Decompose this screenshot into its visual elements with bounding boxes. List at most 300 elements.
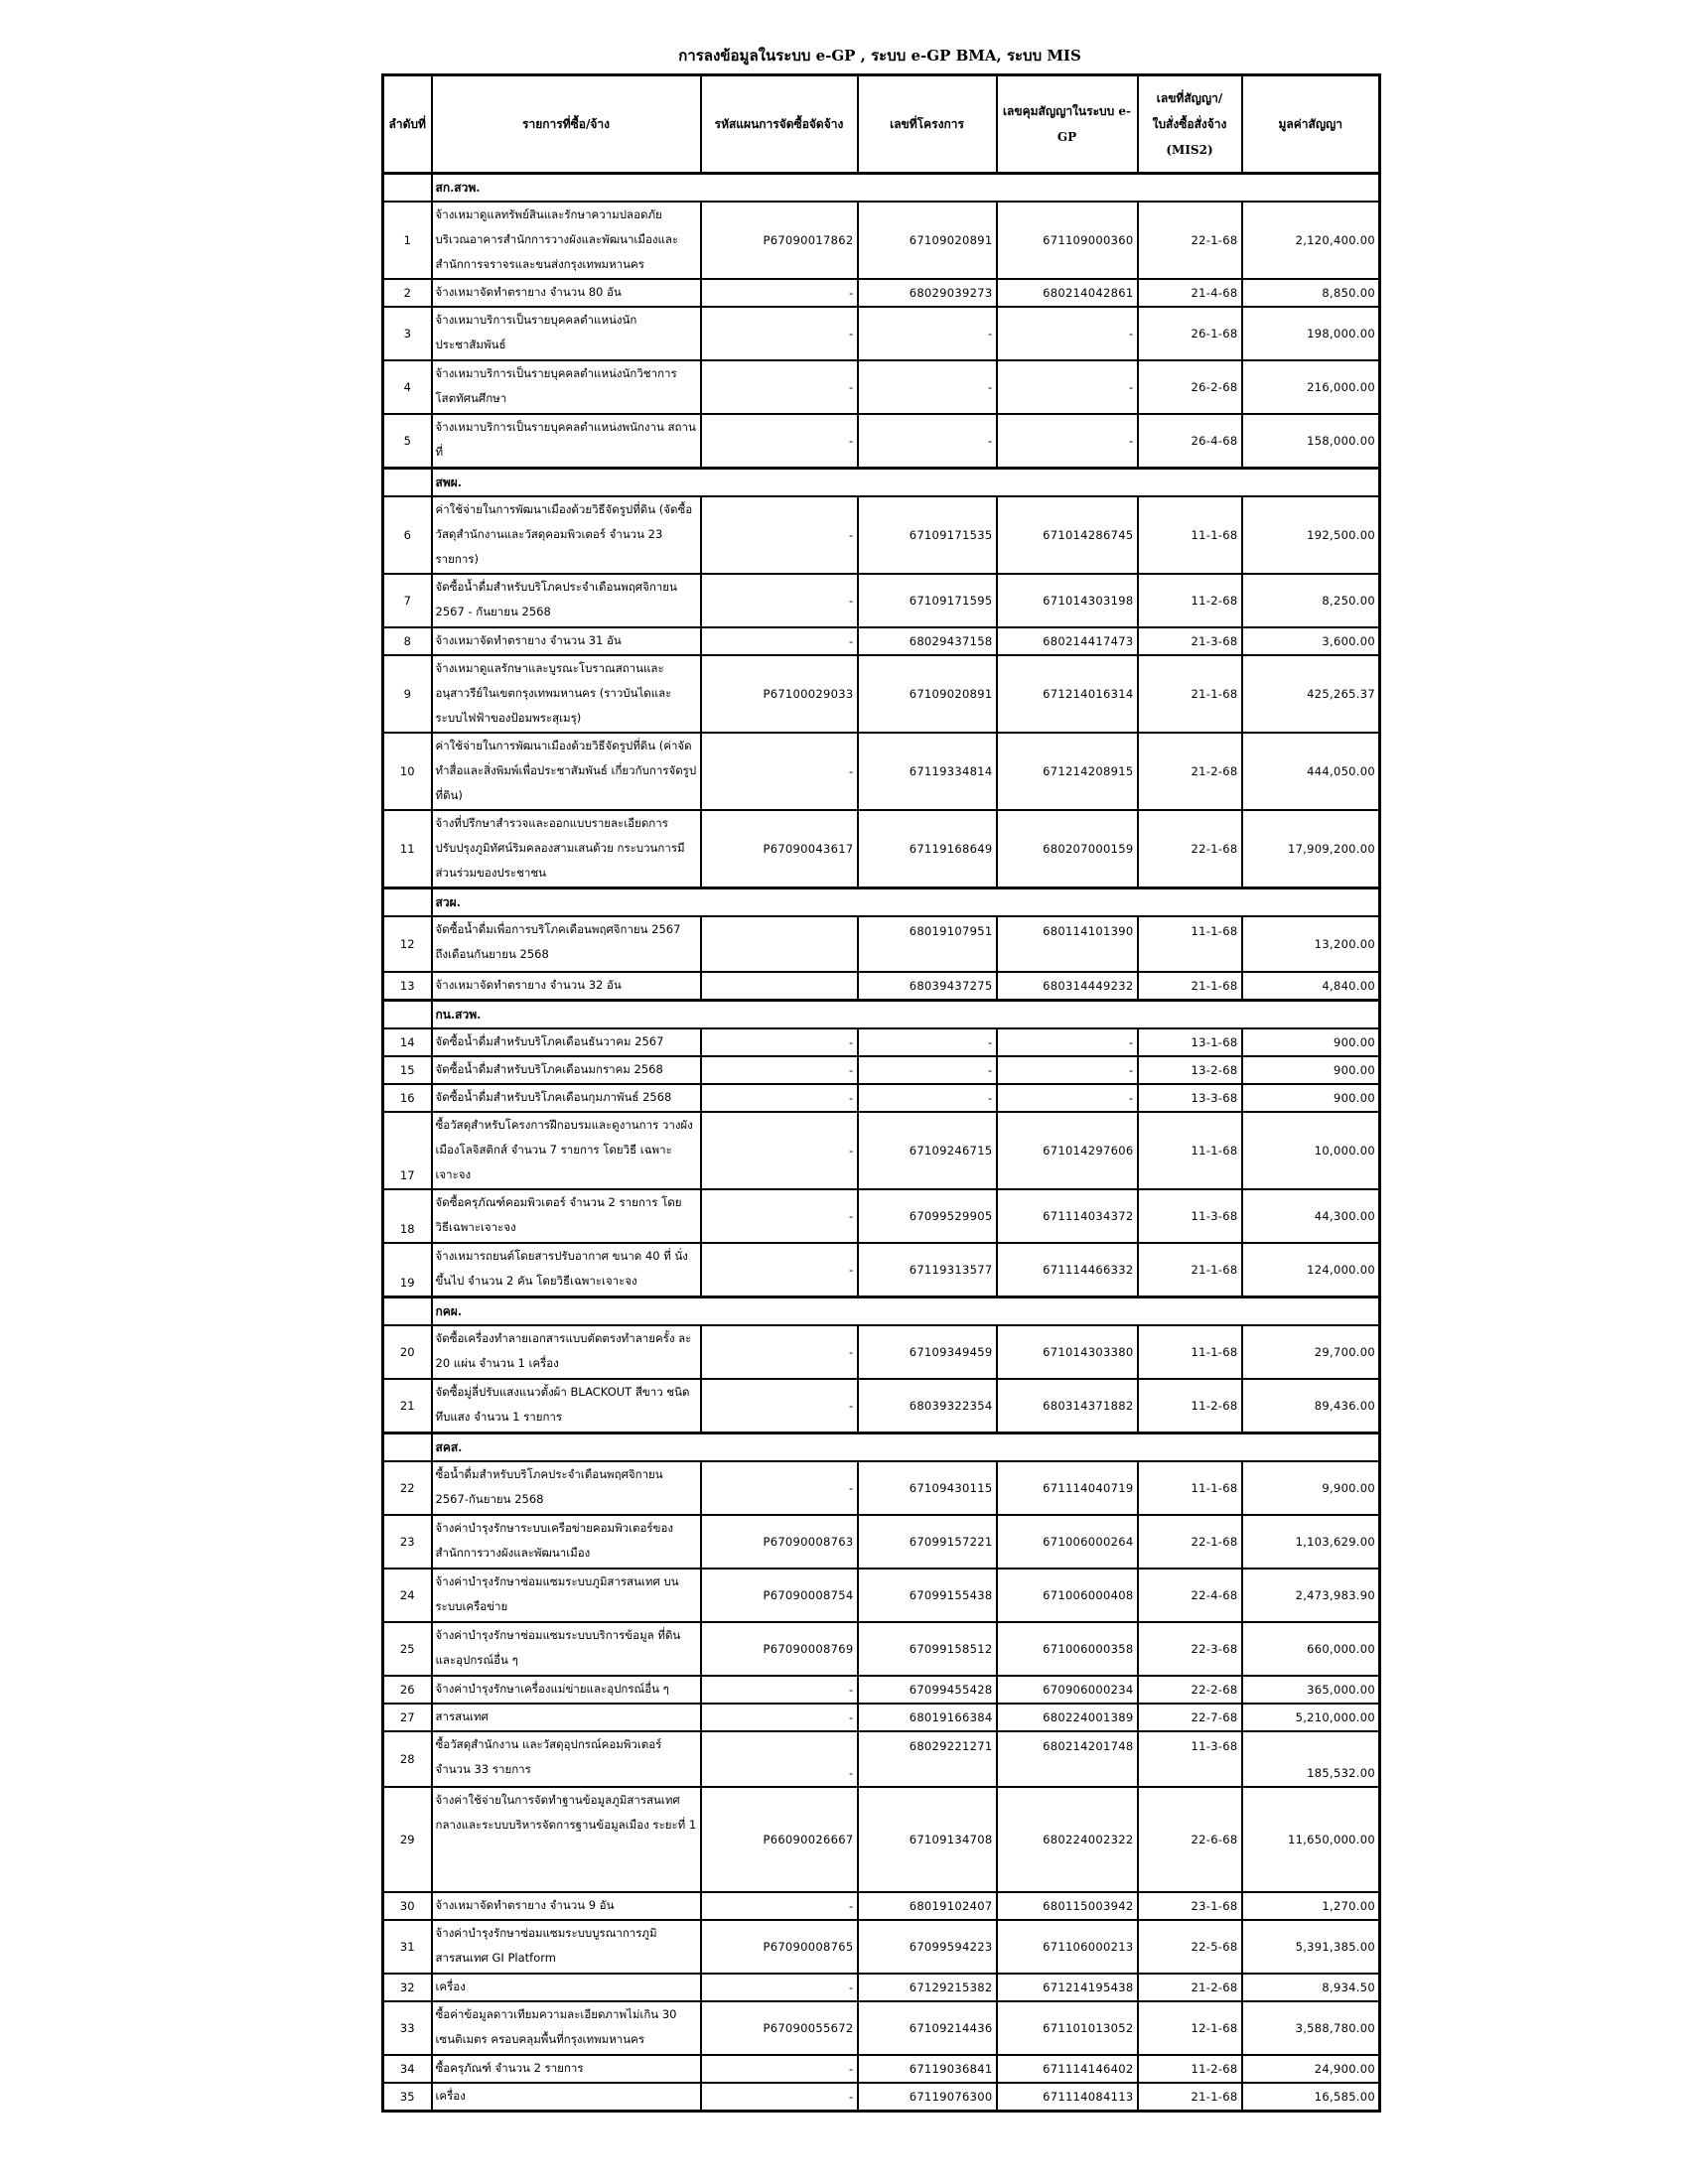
egp-control-no-cell: 680224001389 [997, 1704, 1138, 1731]
table-row [383, 307, 1380, 360]
egp-control-no-cell: - [997, 1084, 1138, 1112]
item-description-cell: ซื้อครุภัณฑ์ จำนวน 2 รายการ [432, 2055, 701, 2083]
project-no-cell: 68039437275 [858, 972, 997, 1001]
contract-value-cell: 425,265.37 [1242, 655, 1380, 733]
egp-control-no-cell: 671106000213 [997, 1920, 1138, 1974]
plan-code-cell: - [701, 414, 858, 469]
plan-code-cell: - [701, 1056, 858, 1084]
egp-control-no-cell: 671214208915 [997, 733, 1138, 810]
col-header-contract-no: เลขที่สัญญา/ ใบสั่งซื้อสั่งจ้าง (MIS2) [1138, 75, 1242, 174]
row-number-cell: 28 [383, 1731, 432, 1787]
plan-code-cell: P67100029033 [701, 655, 858, 733]
egp-control-no-cell: 671014303198 [997, 574, 1138, 627]
project-no-cell: 67129215382 [858, 1974, 997, 2001]
row-number-cell: 8 [383, 627, 432, 655]
row-number-cell: 7 [383, 574, 432, 627]
project-no-cell: 67119313577 [858, 1243, 997, 1297]
table-row [383, 1515, 1380, 1569]
table-row [383, 574, 1380, 627]
egp-control-no-cell: 671014286745 [997, 496, 1138, 574]
plan-code-cell: - [701, 496, 858, 574]
col-header-project-no: เลขที่โครงการ [858, 75, 997, 174]
contract-value-cell: 13,200.00 [1242, 916, 1380, 972]
contract-value-cell: 11,650,000.00 [1242, 1787, 1380, 1892]
table-row [383, 496, 1380, 574]
row-number-cell: 19 [383, 1243, 432, 1297]
contract-no-cell: 11-3-68 [1138, 1189, 1242, 1243]
contract-no-cell: 11-2-68 [1138, 574, 1242, 627]
section-label: สคส. [432, 1433, 1380, 1462]
egp-control-no-cell: 671114466332 [997, 1243, 1138, 1297]
item-description-cell: จ้างค่าบำรุงรักษาเครื่องแม่ข่ายและอุปกรณ์อื่น ๆ [432, 1676, 701, 1704]
table-row [383, 810, 1380, 888]
contract-no-cell: 11-1-68 [1138, 1461, 1242, 1515]
table-row [383, 360, 1380, 414]
table-row [383, 1569, 1380, 1622]
plan-code-cell: P67090008754 [701, 1569, 858, 1622]
contract-value-cell: 24,900.00 [1242, 2055, 1380, 2083]
contract-no-cell: 11-2-68 [1138, 2055, 1242, 2083]
project-no-cell: 68039322354 [858, 1379, 997, 1433]
egp-control-no-cell: 671109000360 [997, 202, 1138, 279]
contract-value-cell: 16,585.00 [1242, 2083, 1380, 2112]
table-row [383, 1112, 1380, 1189]
egp-control-no-cell: 671114034372 [997, 1189, 1138, 1243]
contract-no-cell: 26-1-68 [1138, 307, 1242, 360]
project-no-cell: - [858, 307, 997, 360]
item-description-cell: จ้างค่าบำรุงรักษาซ่อมแซมระบบบริการข้อมูล ที่ดินและอุปกรณ์อื่น ๆ [432, 1622, 701, 1676]
contract-no-cell: 11-1-68 [1138, 1112, 1242, 1189]
contract-no-cell: 22-2-68 [1138, 1676, 1242, 1704]
row-number-cell: 3 [383, 307, 432, 360]
row-number-cell: 16 [383, 1084, 432, 1112]
plan-code-cell: - [701, 2055, 858, 2083]
contract-no-cell: 22-1-68 [1138, 1515, 1242, 1569]
contract-no-cell: 22-7-68 [1138, 1704, 1242, 1731]
plan-code-cell [701, 916, 858, 972]
item-description-cell: เครื่อง [432, 1974, 701, 2001]
project-no-cell: 67099155438 [858, 1569, 997, 1622]
section-label: สพผ. [432, 469, 1380, 497]
egp-control-no-cell: 680314371882 [997, 1379, 1138, 1433]
egp-control-no-cell: 671006000408 [997, 1569, 1138, 1622]
egp-control-no-cell: 680214417473 [997, 627, 1138, 655]
egp-control-no-cell: 680224002322 [997, 1787, 1138, 1892]
row-number-cell: 12 [383, 916, 432, 972]
item-description-cell: จ้างที่ปรึกษาสำรวจและออกแบบรายละเอียดการ ปรับปรุงภูมิทัศน์ริมคลองสามเสนด้วย กระบวนการมีส่วนร่วมของประชาชน [432, 810, 701, 888]
plan-code-cell: - [701, 1189, 858, 1243]
plan-code-cell: P67090008763 [701, 1515, 858, 1569]
contract-value-cell: 8,250.00 [1242, 574, 1380, 627]
egp-control-no-cell: 671006000264 [997, 1515, 1138, 1569]
plan-code-cell: - [701, 1028, 858, 1056]
document-title: การลงข้อมูลในระบบ e-GP , ระบบ e-GP BMA, ระบบ MIS [678, 47, 1081, 65]
table-row [383, 1379, 1380, 1433]
project-no-cell: - [858, 1028, 997, 1056]
contract-value-cell: 5,210,000.00 [1242, 1704, 1380, 1731]
plan-code-cell: - [701, 307, 858, 360]
contract-no-cell: 22-3-68 [1138, 1622, 1242, 1676]
egp-control-no-cell: 680214042861 [997, 279, 1138, 307]
project-no-cell: 67099157221 [858, 1515, 997, 1569]
col-header-contract-value: มูลค่าสัญญา [1242, 75, 1380, 174]
project-no-cell: 68029039273 [858, 279, 997, 307]
row-number-cell: 27 [383, 1704, 432, 1731]
contract-no-cell: 13-1-68 [1138, 1028, 1242, 1056]
contract-value-cell: 5,391,385.00 [1242, 1920, 1380, 1974]
project-no-cell: 67109246715 [858, 1112, 997, 1189]
row-number-cell: 22 [383, 1461, 432, 1515]
item-description-cell: จัดซื้อเครื่องทำลายเอกสารแบบตัดตรงทำลายครั้ง ละ 20 แผ่น จำนวน 1 เครื่อง [432, 1325, 701, 1379]
table-row [383, 1084, 1380, 1112]
table-row [383, 1974, 1380, 2001]
project-no-cell: 67109171595 [858, 574, 997, 627]
project-no-cell: 68029437158 [858, 627, 997, 655]
item-description-cell: ซื้อวัสดุสำหรับโครงการฝึกอบรมและดูงานการ วางผังเมืองโลจิสติกส์ จำนวน 7 รายการ โดยวิธี เฉพาะเจาะจง [432, 1112, 701, 1189]
col-header-no: ลำดับที่ [383, 75, 432, 174]
section-row [383, 1433, 1380, 1462]
project-no-cell: 67109430115 [858, 1461, 997, 1515]
project-no-cell: 67109214436 [858, 2001, 997, 2055]
row-number-cell: 10 [383, 733, 432, 810]
contract-value-cell: 10,000.00 [1242, 1112, 1380, 1189]
contract-no-cell: 21-1-68 [1138, 1243, 1242, 1297]
plan-code-cell [701, 972, 858, 1001]
header-row [383, 75, 1380, 174]
section-row [383, 888, 1380, 917]
egp-control-no-cell: 680314449232 [997, 972, 1138, 1001]
item-description-cell: จ้างเหมารถยนต์โดยสารปรับอากาศ ขนาด 40 ที่ นั่งขึ้นไป จำนวน 2 คัน โดยวิธีเฉพาะเจาะจง [432, 1243, 701, 1297]
contract-no-cell: 22-5-68 [1138, 1920, 1242, 1974]
plan-code-cell: - [701, 1325, 858, 1379]
plan-code-cell: P67090008769 [701, 1622, 858, 1676]
project-no-cell: 67099594223 [858, 1920, 997, 1974]
contract-value-cell: 29,700.00 [1242, 1325, 1380, 1379]
contract-value-cell: 8,934.50 [1242, 1974, 1380, 2001]
project-no-cell: - [858, 360, 997, 414]
section-label: สวผ. [432, 888, 1380, 917]
item-description-cell: จัดซื้อมู่ลี่ปรับแสงแนวตั้งผ้า BLACKOUT สีขาว ชนิดทึบแสง จำนวน 1 รายการ [432, 1379, 701, 1433]
row-number-cell: 1 [383, 202, 432, 279]
row-number-cell: 33 [383, 2001, 432, 2055]
egp-control-no-cell: 680207000159 [997, 810, 1138, 888]
egp-control-no-cell: 671006000358 [997, 1622, 1138, 1676]
contract-no-cell: 21-2-68 [1138, 733, 1242, 810]
item-description-cell: จ้างเหมาจัดทำตรายาง จำนวน 80 อัน [432, 279, 701, 307]
project-no-cell: - [858, 1084, 997, 1112]
egp-control-no-cell: - [997, 1056, 1138, 1084]
table-row [383, 202, 1380, 279]
contract-value-cell: 124,000.00 [1242, 1243, 1380, 1297]
section-row [383, 1001, 1380, 1029]
plan-code-cell: P67090043617 [701, 810, 858, 888]
plan-code-cell: P67090017862 [701, 202, 858, 279]
section-row [383, 1297, 1380, 1326]
item-description-cell: จ้างค่าบำรุงรักษาซ่อมแซมระบบภูมิสารสนเทศ บนระบบเครือข่าย [432, 1569, 701, 1622]
row-number-cell: 18 [383, 1189, 432, 1243]
project-no-cell: 67119334814 [858, 733, 997, 810]
contract-value-cell: 1,103,629.00 [1242, 1515, 1380, 1569]
plan-code-cell: - [701, 1461, 858, 1515]
contract-value-cell: 900.00 [1242, 1028, 1380, 1056]
row-number-cell: 13 [383, 972, 432, 1001]
table-row [383, 627, 1380, 655]
project-no-cell: 67119076300 [858, 2083, 997, 2112]
contract-value-cell: 192,500.00 [1242, 496, 1380, 574]
item-description-cell: จัดซื้อน้ำดื่มเพื่อการบริโภคเดือนพฤศจิกายน 2567 ถึงเดือนกันยายน 2568 [432, 916, 701, 972]
section-row [383, 469, 1380, 497]
contract-value-cell: 3,600.00 [1242, 627, 1380, 655]
project-no-cell: 67109134708 [858, 1787, 997, 1892]
contract-no-cell: 21-3-68 [1138, 627, 1242, 655]
contract-value-cell: 17,909,200.00 [1242, 810, 1380, 888]
contract-value-cell: 198,000.00 [1242, 307, 1380, 360]
contract-value-cell: 900.00 [1242, 1056, 1380, 1084]
project-no-cell: 68019107951 [858, 916, 997, 972]
item-description-cell: เครื่อง [432, 2083, 701, 2112]
egp-control-no-cell: 671014303380 [997, 1325, 1138, 1379]
contract-no-cell: 11-1-68 [1138, 916, 1242, 972]
contract-no-cell: 13-3-68 [1138, 1084, 1242, 1112]
contract-no-cell: 21-4-68 [1138, 279, 1242, 307]
row-number-cell: 20 [383, 1325, 432, 1379]
row-number-cell: 34 [383, 2055, 432, 2083]
egp-control-no-cell: 671114040719 [997, 1461, 1138, 1515]
project-no-cell: 67119168649 [858, 810, 997, 888]
item-description-cell: จ้างเหมาจัดทำตรายาง จำนวน 31 อัน [432, 627, 701, 655]
row-number-cell: 6 [383, 496, 432, 574]
project-no-cell: 67109349459 [858, 1325, 997, 1379]
item-description-cell: จัดซื้อน้ำดื่มสำหรับบริโภคเดือนกุมภาพันธ์ 2568 [432, 1084, 701, 1112]
row-number-cell: 25 [383, 1622, 432, 1676]
contract-value-cell: 4,840.00 [1242, 972, 1380, 1001]
row-number-cell: 26 [383, 1676, 432, 1704]
col-header-item: รายการที่ซื้อ/จ้าง [432, 75, 701, 174]
contract-no-cell: 11-3-68 [1138, 1731, 1242, 1787]
item-description-cell: จ้างเหมาบริการเป็นรายบุคคลตำแหน่งนัก ประชาสัมพันธ์ [432, 307, 701, 360]
contract-value-cell: 44,300.00 [1242, 1189, 1380, 1243]
contract-no-cell: 21-1-68 [1138, 2083, 1242, 2112]
contract-value-cell: 8,850.00 [1242, 279, 1380, 307]
contract-no-cell: 26-4-68 [1138, 414, 1242, 469]
table-row [383, 279, 1380, 307]
table-row [383, 2001, 1380, 2055]
contract-no-cell: 11-2-68 [1138, 1379, 1242, 1433]
table-row [383, 414, 1380, 469]
plan-code-cell: - [701, 1892, 858, 1920]
egp-control-no-cell: - [997, 360, 1138, 414]
row-number-cell: 35 [383, 2083, 432, 2112]
contract-value-cell: 1,270.00 [1242, 1892, 1380, 1920]
table-row [383, 1676, 1380, 1704]
table-row [383, 1892, 1380, 1920]
procurement-table [381, 73, 1381, 2113]
table-row [383, 1243, 1380, 1297]
contract-value-cell: 2,473,983.90 [1242, 1569, 1380, 1622]
section-no-cell [383, 1433, 432, 1462]
plan-code-cell: - [701, 1112, 858, 1189]
contract-value-cell: 89,436.00 [1242, 1379, 1380, 1433]
item-description-cell: ซื้อค่าข้อมูลดาวเทียมความละเอียดภาพไม่เกิน 30 เซนติเมตร ครอบคลุมพื้นที่กรุงเทพมหานคร [432, 2001, 701, 2055]
plan-code-cell: - [701, 1974, 858, 2001]
contract-no-cell: 22-1-68 [1138, 810, 1242, 888]
item-description-cell: จ้างค่าใช้จ่ายในการจัดทำฐานข้อมูลภูมิสารสนเทศ กลางและระบบบริหารจัดการฐานข้อมูลเมือง ระยะที่ 1 [432, 1787, 701, 1892]
egp-control-no-cell: 680115003942 [997, 1892, 1138, 1920]
contract-no-cell: 11-1-68 [1138, 496, 1242, 574]
row-number-cell: 9 [383, 655, 432, 733]
item-description-cell: จ้างเหมาบริการเป็นรายบุคคลตำแหน่งนักวิชาการ โสตทัศนศึกษา [432, 360, 701, 414]
project-no-cell: 67109171535 [858, 496, 997, 574]
item-description-cell: จ้างเหมาจัดทำตรายาง จำนวน 32 อัน [432, 972, 701, 1001]
item-description-cell: จัดซื้อน้ำดื่มสำหรับบริโภคเดือนมกราคม 2568 [432, 1056, 701, 1084]
section-no-cell [383, 174, 432, 203]
row-number-cell: 4 [383, 360, 432, 414]
section-no-cell [383, 469, 432, 497]
row-number-cell: 17 [383, 1112, 432, 1189]
project-no-cell: 67099455428 [858, 1676, 997, 1704]
project-no-cell: 67099158512 [858, 1622, 997, 1676]
plan-code-cell: P67090008765 [701, 1920, 858, 1974]
plan-code-cell: - [701, 1243, 858, 1297]
contract-no-cell: 22-4-68 [1138, 1569, 1242, 1622]
item-description-cell: จัดซื้อครุภัณฑ์คอมพิวเตอร์ จำนวน 2 รายการ โดย วิธีเฉพาะเจาะจง [432, 1189, 701, 1243]
section-label: สก.สวพ. [432, 174, 1380, 203]
egp-control-no-cell: 671014297606 [997, 1112, 1138, 1189]
row-number-cell: 11 [383, 810, 432, 888]
egp-control-no-cell: - [997, 414, 1138, 469]
project-no-cell: 68019102407 [858, 1892, 997, 1920]
row-number-cell: 2 [383, 279, 432, 307]
item-description-cell: จ้างค่าบำรุงรักษาระบบเครือข่ายคอมพิวเตอร์ของ สำนักการวางผังและพัฒนาเมือง [432, 1515, 701, 1569]
plan-code-cell: - [701, 1704, 858, 1731]
project-no-cell: 67109020891 [858, 655, 997, 733]
contract-value-cell: 365,000.00 [1242, 1676, 1380, 1704]
item-description-cell: จ้างเหมาดูแลรักษาและบูรณะโบราณสถานและ อนุสาวรีย์ในเขตกรุงเทพมหานคร (ราวบันไดและ ระบบไฟฟ้าของป้อมพระสุเมรุ) [432, 655, 701, 733]
plan-code-cell: - [701, 1731, 858, 1787]
table-row [383, 733, 1380, 810]
item-description-cell: จ้างค่าบำรุงรักษาซ่อมแซมระบบบูรณาการภูมิ สารสนเทศ GI Platform [432, 1920, 701, 1974]
contract-value-cell: 216,000.00 [1242, 360, 1380, 414]
table-row [383, 1704, 1380, 1731]
project-no-cell: 68029221271 [858, 1731, 997, 1787]
contract-no-cell: 21-1-68 [1138, 972, 1242, 1001]
item-description-cell: ซื้อวัสดุสำนักงาน และวัสดุอุปกรณ์คอมพิวเตอร์ จำนวน 33 รายการ [432, 1731, 701, 1787]
contract-value-cell: 660,000.00 [1242, 1622, 1380, 1676]
project-no-cell: 68019166384 [858, 1704, 997, 1731]
table-row [383, 1731, 1380, 1787]
row-number-cell: 15 [383, 1056, 432, 1084]
project-no-cell: - [858, 414, 997, 469]
row-number-cell: 21 [383, 1379, 432, 1433]
item-description-cell: ซื้อน้ำดื่มสำหรับบริโภคประจำเดือนพฤศจิกายน 2567-กันยายน 2568 [432, 1461, 701, 1515]
col-header-plan-code: รหัสแผนการจัดซื้อจัดจ้าง [701, 75, 858, 174]
table-row [383, 1920, 1380, 1974]
item-description-cell: ค่าใช้จ่ายในการพัฒนาเมืองด้วยวิธีจัดรูปที่ดิน (ค่าจัดทำสื่อและสิ่งพิมพ์เพื่อประชาสัมพันธ์ เกี่ยวกับการจัดรูปที่ดิน) [432, 733, 701, 810]
col-header-egp-control-no: เลขคุมสัญญาในระบบ e-GP [997, 75, 1138, 174]
plan-code-cell: - [701, 279, 858, 307]
egp-control-no-cell: 680114101390 [997, 916, 1138, 972]
egp-control-no-cell: 671114146402 [997, 2055, 1138, 2083]
table-row [383, 1622, 1380, 1676]
table-row [383, 916, 1380, 972]
plan-code-cell: - [701, 627, 858, 655]
plan-code-cell: - [701, 1379, 858, 1433]
contract-no-cell: 11-1-68 [1138, 1325, 1242, 1379]
egp-control-no-cell: 671214195438 [997, 1974, 1138, 2001]
contract-value-cell: 900.00 [1242, 1084, 1380, 1112]
plan-code-cell: - [701, 733, 858, 810]
item-description-cell: จ้างเหมาบริการเป็นรายบุคคลตำแหน่งพนักงาน สถานที่ [432, 414, 701, 469]
contract-value-cell: 158,000.00 [1242, 414, 1380, 469]
table-body [383, 174, 1380, 2112]
row-number-cell: 5 [383, 414, 432, 469]
contract-no-cell: 23-1-68 [1138, 1892, 1242, 1920]
item-description-cell: จัดซื้อน้ำดื่มสำหรับบริโภคประจำเดือนพฤศจิกายน 2567 - กันยายน 2568 [432, 574, 701, 627]
plan-code-cell: P67090055672 [701, 2001, 858, 2055]
contract-no-cell: 22-6-68 [1138, 1787, 1242, 1892]
item-description-cell: จ้างเหมาจัดทำตรายาง จำนวน 9 อัน [432, 1892, 701, 1920]
table-row [383, 1056, 1380, 1084]
row-number-cell: 23 [383, 1515, 432, 1569]
contract-no-cell: 26-2-68 [1138, 360, 1242, 414]
table-row [383, 972, 1380, 1001]
item-description-cell: สารสนเทศ [432, 1704, 701, 1731]
egp-control-no-cell: - [997, 307, 1138, 360]
table-row [383, 1461, 1380, 1515]
section-row [383, 174, 1380, 203]
row-number-cell: 32 [383, 1974, 432, 2001]
section-label: กน.สวพ. [432, 1001, 1380, 1029]
egp-control-no-cell: 671214016314 [997, 655, 1138, 733]
contract-value-cell: 444,050.00 [1242, 733, 1380, 810]
section-no-cell [383, 1001, 432, 1029]
item-description-cell: จัดซื้อน้ำดื่มสำหรับบริโภคเดือนธันวาคม 2567 [432, 1028, 701, 1056]
contract-no-cell: 12-1-68 [1138, 2001, 1242, 2055]
item-description-cell: ค่าใช้จ่ายในการพัฒนาเมืองด้วยวิธีจัดรูปที่ดิน (จัดซื้อวัสดุสำนักงานและวัสดุคอมพิวเตอร์ จำนวน 23 รายการ) [432, 496, 701, 574]
table-row [383, 1028, 1380, 1056]
table-row [383, 2055, 1380, 2083]
contract-value-cell: 2,120,400.00 [1242, 202, 1380, 279]
project-no-cell: - [858, 1056, 997, 1084]
egp-control-no-cell: 671114084113 [997, 2083, 1138, 2112]
table-row [383, 2083, 1380, 2112]
plan-code-cell: - [701, 2083, 858, 2112]
plan-code-cell: - [701, 574, 858, 627]
contract-no-cell: 13-2-68 [1138, 1056, 1242, 1084]
plan-code-cell: - [701, 1084, 858, 1112]
project-no-cell: 67099529905 [858, 1189, 997, 1243]
contract-value-cell: 3,588,780.00 [1242, 2001, 1380, 2055]
contract-no-cell: 21-2-68 [1138, 1974, 1242, 2001]
item-description-cell: จ้างเหมาดูแลทรัพย์สินและรักษาความปลอดภัย บริเวณอาคารสำนักการวางผังและพัฒนาเมืองและ สำนักการจราจรและขนส่งกรุงเทพมหานคร [432, 202, 701, 279]
plan-code-cell: - [701, 1676, 858, 1704]
row-number-cell: 14 [383, 1028, 432, 1056]
section-no-cell [383, 888, 432, 917]
project-no-cell: 67109020891 [858, 202, 997, 279]
table-row [383, 1189, 1380, 1243]
contract-value-cell: 185,532.00 [1242, 1731, 1380, 1787]
row-number-cell: 24 [383, 1569, 432, 1622]
plan-code-cell: - [701, 360, 858, 414]
row-number-cell: 31 [383, 1920, 432, 1974]
egp-control-no-cell: 670906000234 [997, 1676, 1138, 1704]
section-no-cell [383, 1297, 432, 1326]
table-row [383, 1325, 1380, 1379]
project-no-cell: 67119036841 [858, 2055, 997, 2083]
row-number-cell: 30 [383, 1892, 432, 1920]
row-number-cell: 29 [383, 1787, 432, 1892]
table-row [383, 1787, 1380, 1892]
